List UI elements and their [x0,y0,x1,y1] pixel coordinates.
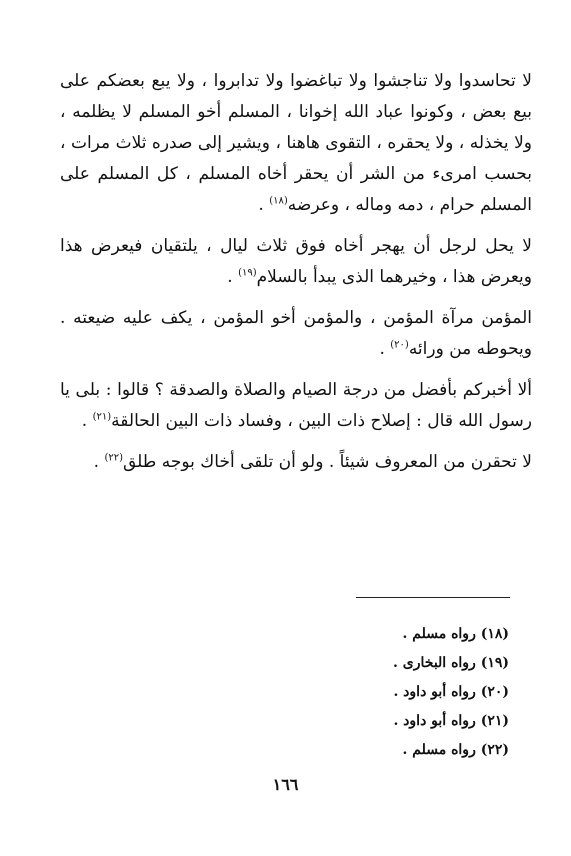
paragraph-1 [60,66,532,221]
paragraph-end: . [81,411,93,431]
paragraph-3 [60,303,532,365]
paragraph-text: ألا أخبركم بأفضل من درجة الصيام والصلاة والصدقة ؟ قالوا : بلى يا رسول الله قال : إصلاح ذات البين ، وفساد ذات البين الحالقة [60,380,532,431]
footnote-ref: (٢١) [92,411,112,423]
paragraph-4 [60,375,532,437]
footnote-ref: (١٨) [269,195,288,207]
paragraph-end: . [379,339,391,359]
hadith-text [60,66,532,488]
footnote-ref: (٢٢) [104,452,123,464]
footnote-19: (١٩) رواه البخارى . [393,655,509,671]
paragraph-text: المؤمن مرآة المؤمن ، والمؤمن أخو المؤمن ، يكف عليه ضيعته . ويحوطه من ورائه [60,308,532,359]
paragraph-end: . [93,452,105,472]
paragraph-text: لا تحاسدوا ولا تناجشوا ولا تباغضوا ولا تدابروا ، ولا يبع بعضكم على بيع بعض ، وكونوا عباد الله إخوانا ، المسلم أخو المسلم لا يظلمه ، ولا يخذله ، ولا يحقره ، التقوى هاهنا ، ويشير إلى صدره ثلاث مرات ، بحسب امرىء من الشر أن يحقر أخاه المسلم ، كل المسلم على المسلم حرام ، دمه وماله ، وعرضه [60,71,532,215]
paragraph-2 [60,231,532,293]
footnote-20: (٢٠) رواه أبو داود . [393,684,509,700]
footnote-22: (٢٢) رواه مسلم . [402,742,509,758]
footnote-21: (٢١) رواه أبو داود . [393,713,509,729]
paragraph-end: . [227,267,239,287]
footnotes-list [269,620,509,765]
paragraph-5 [60,447,532,478]
footnote-18: (١٨) رواه مسلم . [402,626,509,642]
page-number: ١٦٦ [272,775,299,794]
paragraph-end: . [258,195,270,215]
paragraph-text: لا يحل لرجل أن يهجر أخاه فوق ثلاث ليال ، يلتقيان فيعرض هذا ويعرض هذا ، وخيرهما الذى يبدأ بالسلام [60,236,532,287]
paragraph-text: لا تحقرن من المعروف شيئاً . ولو أن تلقى أخاك بوجه طلق [123,452,532,472]
footnote-divider [356,597,510,598]
footnote-ref: (٢٠) [390,339,409,351]
footnote-ref: (١٩) [238,267,257,279]
